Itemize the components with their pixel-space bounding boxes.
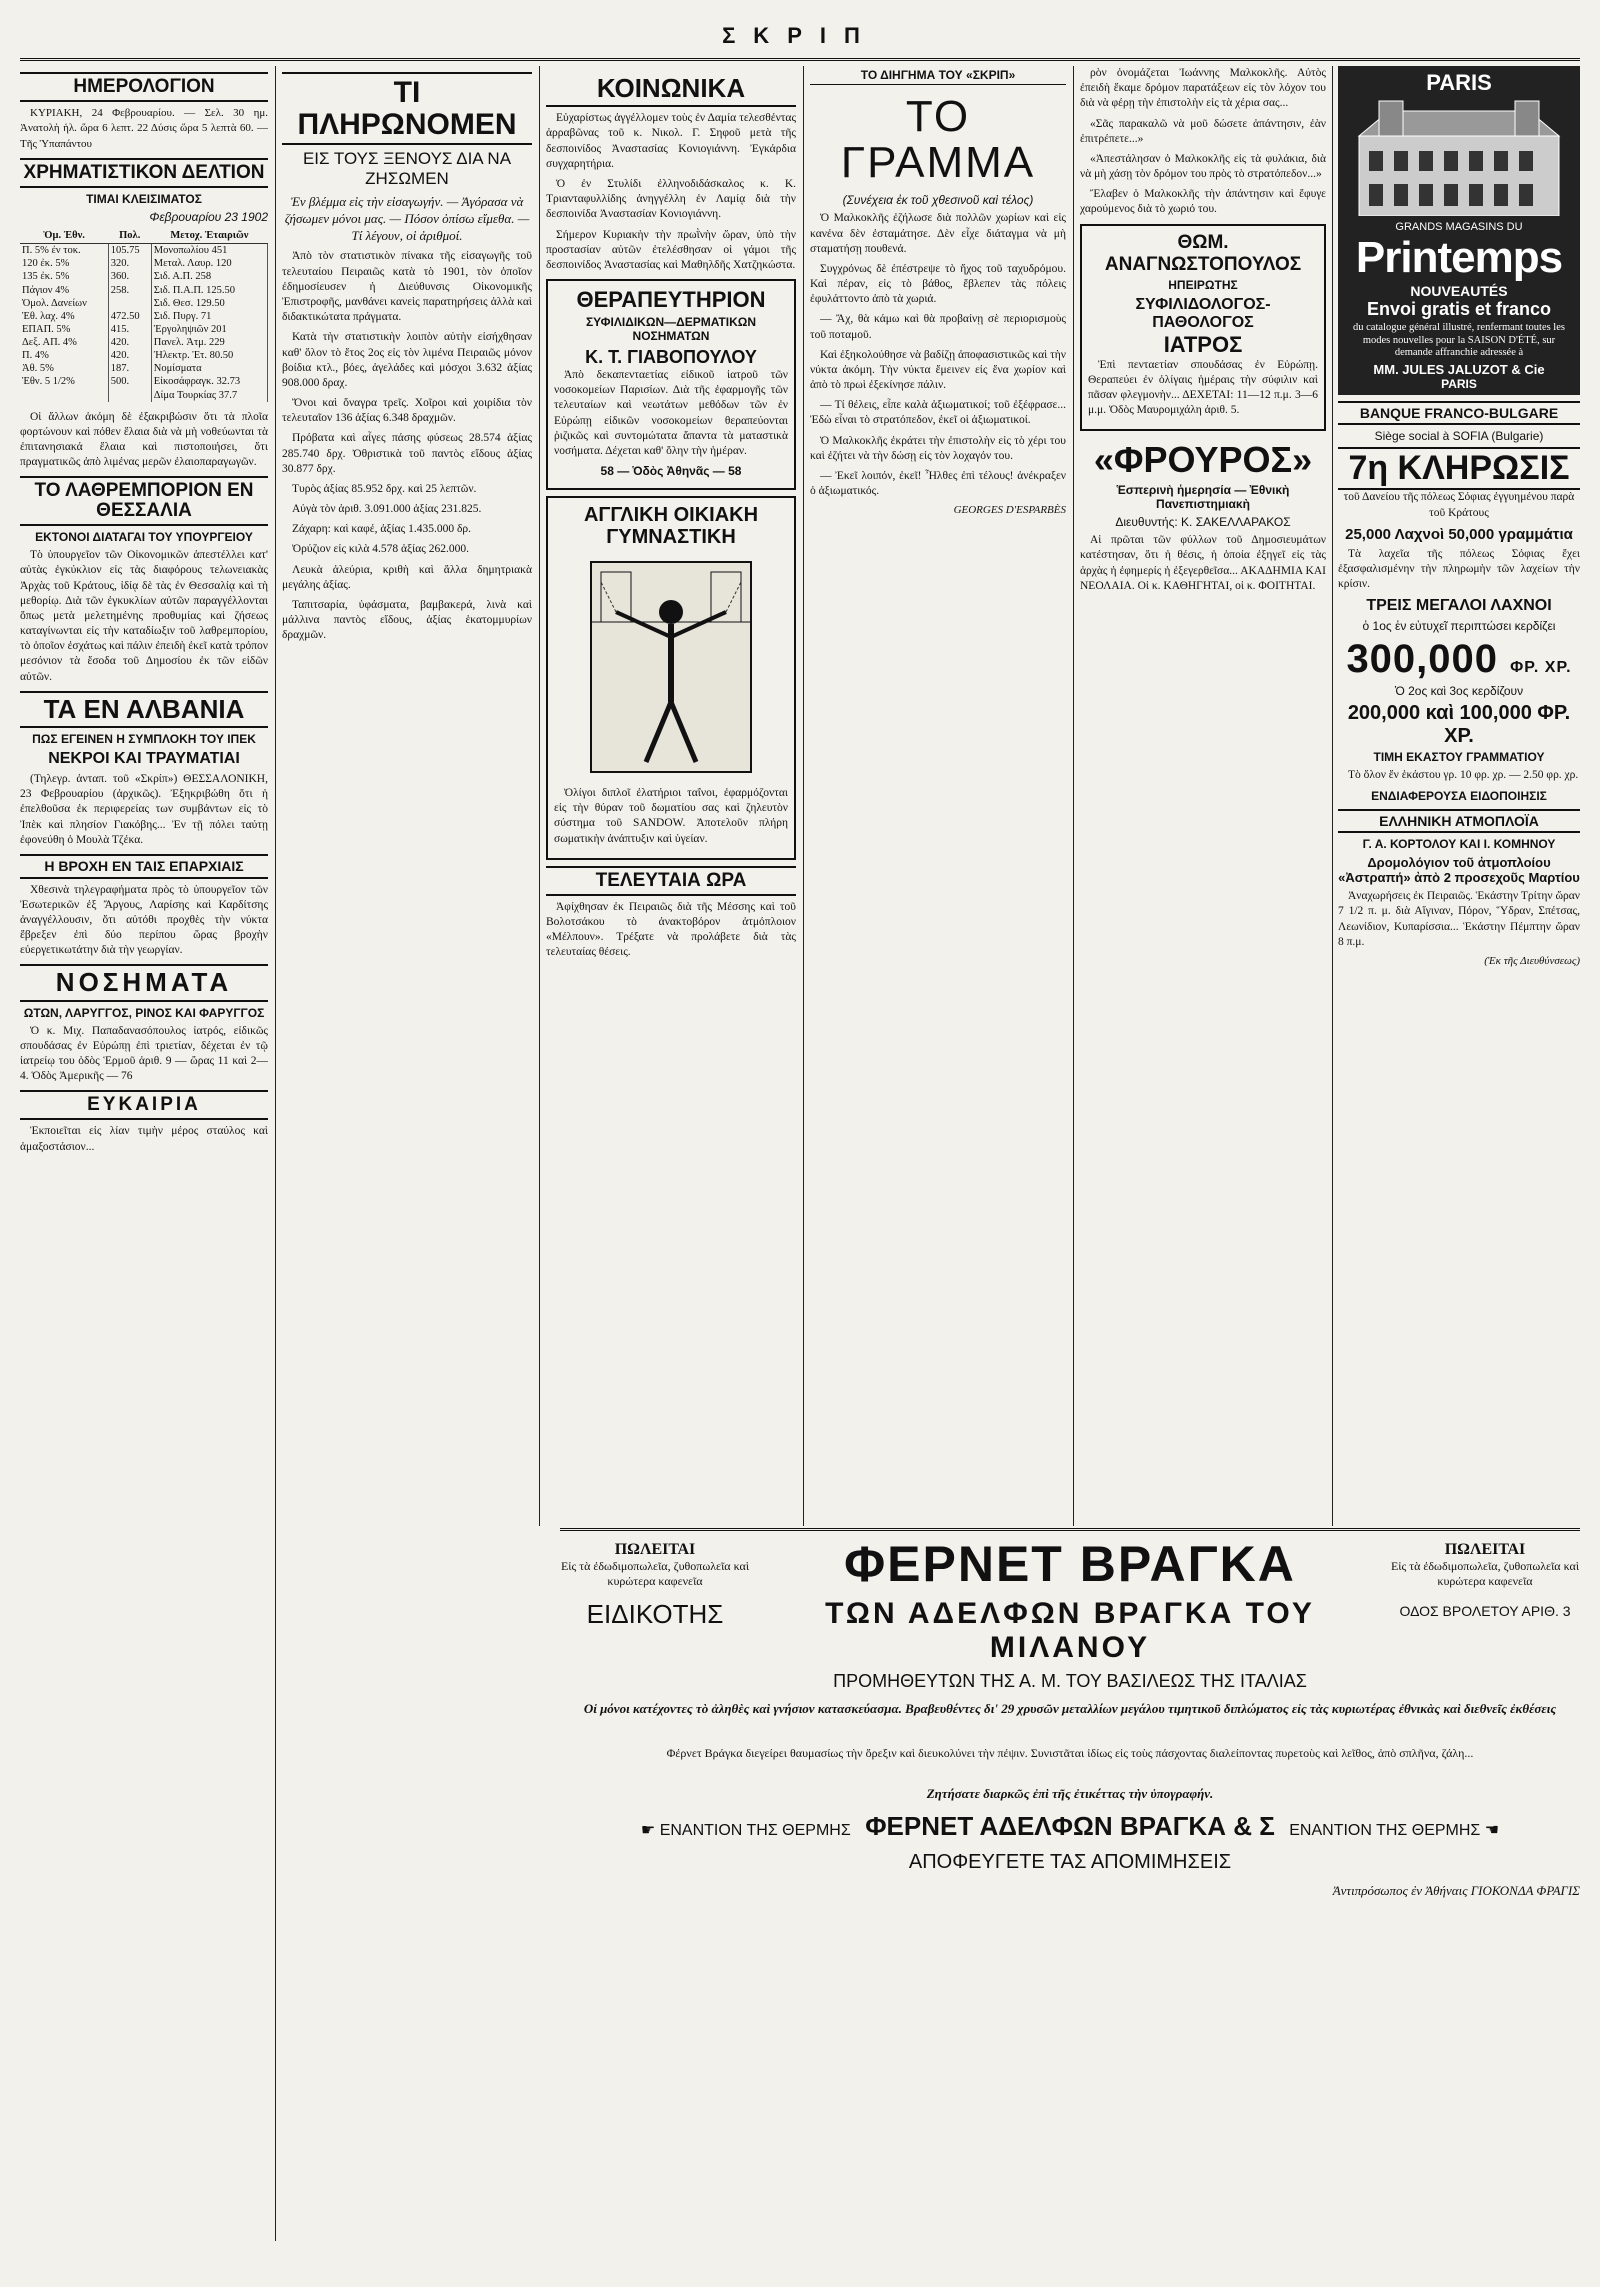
second-prize-amounts: 200,000 καὶ 100,000 ΦΡ. ΧΡ. bbox=[1347, 702, 1571, 748]
frouros-director: Διευθυντής: Κ. ΣΑΚΕΛΛΑΡΑΚΟΣ bbox=[1115, 515, 1291, 530]
printemps-offer: Envoi gratis et franco bbox=[1366, 299, 1552, 319]
rain-article: Χθεσινὰ τηλεγραφήματα πρὸς τὸ ὑπουργεῖον τῶν Ἐσωτερικῶν ἐξ Ἄργους, Λαρίσης καὶ Καρδίτσης ἀναγγέλλουσιν, ὅτι αὐτόθι προχθὲς τὴν νύκτα ἔβρεξεν ἐπὶ δύο περίπου ὥρας βροχὴν εὐεργετικωτάτην διὰ τὴν γεωργίαν. bbox=[20, 883, 268, 957]
bank-heading: BANQUE FRANCO-BULGARE bbox=[1338, 401, 1580, 426]
column-4 bbox=[810, 66, 1066, 1546]
rates-row bbox=[20, 349, 268, 362]
ad-center-panel bbox=[760, 1535, 1380, 1692]
shipping-text: Ἀναχωρήσεις ἐκ Πειραιῶς. Ἑκάστην Τρίτην ὥραν 7 1/2 π. μ. διὰ Αἴγιναν, Πόρον, Ὕδραν, Σπέτσας, Λεωνίδιον, Κυπαρίσσια... Ἑκάστην Πέμπτην ὥραν 8 π.μ. bbox=[1338, 890, 1580, 948]
rates-row bbox=[20, 310, 268, 323]
imports-lead: Ἐν βλέμμα εἰς τὴν εἰσαγωγήν. — Ἀγόρασα νὰ ζήσωμεν μόνοι μας. — Πόσον ὀπίσω εἴμεθα. — Τί λέγουν, οἱ ἀριθμοί. bbox=[284, 194, 530, 244]
story-author: GEORGES D'ESPARBÈS bbox=[953, 504, 1066, 517]
column-5 bbox=[1080, 66, 1326, 1546]
masthead bbox=[20, 18, 1580, 61]
rain-heading: Η ΒΡΟΧΗ ΕΝ ΤΑΙΣ ΕΠΑΡΧΙΑΙΣ bbox=[20, 854, 268, 879]
column-1 bbox=[20, 66, 268, 2241]
shipping-heading: ΕΛΛΗΝΙΚΗ ΑΤΜΟΠΛΟΪΑ bbox=[1338, 809, 1580, 834]
column-rule bbox=[275, 66, 276, 2241]
printemps-store-label: GRANDS MAGASINS DU bbox=[1395, 221, 1523, 233]
social-news bbox=[546, 111, 796, 273]
column-6 bbox=[1338, 66, 1580, 1546]
ad-main-subtitle: ΤΩΝ ΑΔΕΛΦΩΝ ΒΡΑΓΚΑ ΤΟΥ ΜΙΛΑΝΟΥ bbox=[825, 1597, 1315, 1664]
price-heading: ΤΙΜΗ ΕΚΑΣΤΟΥ ΓΡΑΜΜΑΤΙΟΥ bbox=[1373, 750, 1545, 765]
story-paragraph: «Ἀπεστάλησαν ὁ Μαλκοκλῆς εἰς τὰ φυλάκια, διὰ νὰ μὴ χάσῃ τὸν δρόμον του πρὸς τὸ στρατόπεδον...» bbox=[1080, 152, 1326, 181]
rates-cell: Σιδ. Π.Α.Π. 125.50 bbox=[151, 284, 267, 297]
rates-cell: 415. bbox=[108, 323, 151, 336]
column-rule bbox=[803, 66, 804, 1526]
ad-right-panel bbox=[1390, 1541, 1580, 1619]
contraband-heading: ΤΟ ΛΑΘΡΕΜΠΟΡΙΟΝ ΕΝ ΘΕΣΣΑΛΙΑ bbox=[20, 476, 268, 526]
imports-heading: ΤΙ ΠΛΗΡΩΝΟΜΕΝ bbox=[282, 72, 532, 145]
first-prize-amount bbox=[1338, 637, 1580, 682]
printemps-owner: MM. JULES JALUZOT & Cie bbox=[1373, 361, 1545, 377]
rates-row bbox=[20, 375, 268, 388]
diseases-ad: Ὁ κ. Μιχ. Παπαδανασόπουλος ἰατρός, εἰδικῶς σπουδάσας ἐν Εὐρώπῃ ἐπὶ τριετίαν, δέχεται ἐν τῷ ἰατρείῳ του ὁδὸς Ἑρμοῦ ἀριθ. 9 — ὥρας 11 καὶ 2—4. Ὁδὸς Ἀμερικῆς — 76 bbox=[20, 1024, 268, 1083]
rates-row bbox=[20, 270, 268, 283]
rates-cell: 187. bbox=[108, 362, 151, 375]
shipping-owner: Γ. Α. ΚΟΡΤΟΛΟΥ ΚΑΙ Ι. ΚΟΜΗΝΟΥ bbox=[1362, 837, 1556, 852]
calendar-text: ΚΥΡΙΑΚΗ, 24 Φεβρουαρίου. — Σελ. 30 ημ. Ἀνατολὴ ἡλ. ὥρα 6 λεπτ. 22 Δύσις ὥρα 5 λεπτὰ 60. — Τῆς Ὑπαπάντου bbox=[20, 106, 268, 150]
rates-cell: 105.75 bbox=[108, 244, 151, 258]
story-paragraph: «Σᾶς παρακαλῶ νὰ μοῦ δώσετε ἀπάντησιν, ἐὰν ἐπιτρέπετε...» bbox=[1080, 117, 1326, 145]
social-paragraph: Σήμερον Κυριακὴν τὴν πρωῒνὴν ὥραν, ὑπὸ τὴν προστασίαν αὐτῶν ἐτελέσθησαν οἱ γάμοι τῆς δεσποινίδος Ἀναστασίας καὶ Μαθηλδῆς Χατζηκώστα. bbox=[546, 228, 796, 271]
ad-agent-line: Ἀντιπρόσωπος ἐν Ἀθήναις ΓΙΟΚΟΝΔΑ ΦΡΑΓΙΣ bbox=[1332, 1883, 1580, 1898]
story-paragraph: — Ἐκεῖ λοιπόν, ἐκεῖ! Ἦλθες ἐπὶ τέλους! ἀνέκραξεν ὁ ἀξιωματικός. bbox=[810, 469, 1066, 498]
printemps-ad bbox=[1338, 66, 1580, 395]
article-paragraph: Τυρὸς ἀξίας 85.952 δρχ. καὶ 25 λεπτῶν. bbox=[292, 482, 477, 495]
opportunity-heading: ΕΥΚΑΙΡΙΑ bbox=[20, 1090, 268, 1120]
pointing-hand-left-icon: ☚ bbox=[1484, 1820, 1500, 1839]
rates-cell: 472.50 bbox=[108, 310, 151, 323]
rates-header: Ὁμ. Ἐθν. bbox=[20, 228, 108, 244]
ad-main-title: ΦΕΡΝΕΤ ΒΡΑΓΚΑ bbox=[844, 1536, 1296, 1592]
rates-row bbox=[20, 297, 268, 310]
price-text: Τὸ ὅλον ἕν ἑκάστου γρ. 10 φρ. χρ. — 2.50 φρ. χρ. bbox=[1348, 769, 1579, 782]
frouros-text: Αἱ πρῶται τῶν φύλλων τοῦ Δημοσιευμάτων κατέστησαν, ὅτι ἡ θέσις, ἡ ὁποία ἐξηγεῖ εἰς τὰς ἀρχὰς ἡ ἐφημερίς ἡ ἐξεγερθεῖσα... ΑΚΑΔΗΜΙΑ ΚΑΙ ΝΕΟΛΑΙΑ. Οἱ κ. ΚΑΘΗΓΗΤΑΙ, οἱ κ. ΦΟΙΤΗΤΑΙ. bbox=[1080, 534, 1326, 592]
ad-left-special: ΕΙΔΙΚΟΤΗΣ bbox=[586, 1599, 724, 1629]
ad-signature-instruction: Ζητήσατε διαρκῶς ἐπὶ τῆς ἐτικέττας τὴν ὑπογραφήν. bbox=[926, 1786, 1214, 1801]
gym-text: Ὀλίγοι διπλοῖ ἐλατήριοι ταΐνοι, ἐφαρμόζονται εἰς τὴν θύραν τοῦ δωματίου σας καὶ ζηλευτὸν σύστημα τοῦ SANDOW. Ἀποτελοῦν πλήρη σωματικὴν ἀνάπτυξιν καὶ ὑγείαν. bbox=[554, 787, 788, 845]
fernet-branca-ad bbox=[560, 1528, 1580, 2071]
social-heading: ΚΟΙΝΩΝΙΚΑ bbox=[546, 72, 796, 107]
newspaper-page bbox=[20, 18, 1580, 2248]
last-hour-heading: ΤΕΛΕΥΤΑΙΑ ΩΡΑ bbox=[546, 866, 796, 896]
ad-avoid-imitations: ΑΠΟΦΕΥΓΕΤΕ ΤΑΣ ΑΠΟΜΙΜΗΣΕΙΣ bbox=[908, 1851, 1232, 1873]
rates-cell: Μονοπωλίου 451 bbox=[151, 244, 267, 258]
second-prize-label: Ὁ 2ος καὶ 3ος κερδίζουν bbox=[1394, 684, 1524, 699]
rates-cell bbox=[20, 389, 108, 402]
rates-cell: 120 ἐκ. 5% bbox=[20, 257, 108, 270]
story-title: ΤΟ ΓΡΑΜΜΑ bbox=[840, 92, 1036, 188]
imports-article bbox=[282, 249, 532, 643]
diseases-heading: ΝΟΣΗΜΑΤΑ bbox=[20, 964, 268, 1001]
story-intro: (Συνέχεια ἐκ τοῦ χθεσινοῦ καὶ τέλος) bbox=[842, 193, 1034, 208]
frouros-title: «ΦΡΟΥΡΟΣ» bbox=[1093, 439, 1313, 481]
rates-cell: 360. bbox=[108, 270, 151, 283]
contraband-subheading: ΕΚΤΟΝΟΙ ΔΙΑΤΑΓΑΙ ΤΟΥ ΥΠΟΥΡΓΕΙΟΥ bbox=[35, 530, 253, 545]
ad-left-panel bbox=[560, 1541, 750, 1630]
social-paragraph: Ὁ ἐν Στυλίδι ἐλληνοδιδάσκαλος κ. Κ. Τριανταφυλλίδης ἀνηγγέλλη ἐν Λαμίᾳ διὰ τὴν δεσποινίδα Ἀναστασίαν Κονιογιάννη. bbox=[546, 177, 796, 221]
olive-oil-article: Οἱ ἄλλων ἀκόμη δὲ ἐξακριβώσιν ὅτι τὰ πλοῖα φορτώνουν καὶ πόθεν ἔλαια διὰ νὰ μὴ νοθεύωνται τὰ ἐπιτανησιακά ἔλαια καὶ πιστοποιήσει, ὅτι πραγματικῶς ἀπὸ λιμένας μερῶν ἐλαιοπαραγωγῶν. bbox=[20, 410, 268, 469]
diseases-subheading: ΩΤΩΝ, ΛΑΡΥΓΓΟΣ, ΡΙΝΟΣ ΚΑΙ ΦΑΡΥΓΓΟΣ bbox=[23, 1005, 265, 1020]
doctor-origin: ΗΠΕΙΡΩΤΗΣ bbox=[1168, 277, 1238, 292]
rates-cell: 420. bbox=[108, 349, 151, 362]
albania-heading: ΤΑ ΕΝ ΑΛΒΑΝΙΑ bbox=[20, 691, 268, 728]
clinic-heading: ΘΕΡΑΠΕΥΤΗΡΙΟΝ bbox=[576, 287, 766, 313]
story-continuation: ρὸν ὀνομάζεται Ἰωάννης Μαλκοκλῆς. Αὐτὸς ἐπειδὴ ἔκαμε δρόμον παρατάξεων εἰς τὸν λόχον του διὰ νὰ φέρῃ τὴν ἐπιστολὴν εἰς τὰ χέρια σας... bbox=[1080, 67, 1326, 110]
department-store-building-icon bbox=[1349, 96, 1569, 216]
doctor-specialty: ΣΥΦΙΛΙΔΟΛΟΓΟΣ-ΠΑΘΟΛΟΓΟΣ bbox=[1135, 295, 1271, 331]
imports-subheading: ΕΙΣ ΤΟΥΣ ΞΕΝΟΥΣ ΔΙΑ ΝΑ ΖΗΣΩΜΕΝ bbox=[302, 149, 512, 188]
masthead-title: ΣΚΡΙΠ bbox=[722, 23, 878, 48]
albania-article: (Τηλεγρ. ἀνταπ. τοῦ «Σκρίπ») ΘΕΣΣΑΛΟΝΙΚΗ, 23 Φεβρουαρίου (ἀρχικῶς). Ἐξηκριβώθη ὅτι ἡ ἐπελθοῦσα ἐκ περιφερείας των συμβάντων εἰς τὸ Ἰπὲκ καὶ πλησίον Γιακόβης... Ἐν τῇ πόλει ταύτῃ ἐφονεύθη ὁ Μουλὰ Τζέκα. bbox=[20, 773, 268, 846]
ad-left-title: ΠΩΛΕΙΤΑΙ bbox=[614, 1541, 696, 1558]
rates-cell: Ἐθν. 5 1/2% bbox=[20, 375, 108, 388]
article-paragraph: Ὄνοι καὶ ὄναγρα τρεῖς. Χοῖροι καὶ χοιρίδια τὸν τελευταῖον 136 ἀξίας 6.348 δραχμῶν. bbox=[282, 397, 532, 425]
printemps-city: PARIS bbox=[1426, 70, 1492, 95]
rates-cell: Εἰκοσάφραγκ. 32.73 bbox=[151, 375, 267, 388]
article-paragraph: Πρόβατα καὶ αἶγες πάσης φύσεως 28.574 ἀξίας 285.740 δρχ. Ὀθριστικὰ τοῦ παντὸς εἴδους ἀξίας 30.877 δρχ. bbox=[282, 432, 532, 475]
story-paragraph: Ὁ Μαλκοκλῆς ἐκράτει τὴν ἐπιστολὴν εἰς τὸ χέρι του καὶ ἐζήτει νὰ τὴν δώσῃ εἰς τὸν λοχαγόν του. bbox=[810, 434, 1066, 462]
rates-cell: Πάγιον 4% bbox=[20, 284, 108, 297]
article-paragraph: Κατὰ τὴν στατιστικὴν λοιπὸν αὐτὴν εἰσήχθησαν καθ' ὅλον τὸ ἔτος 2ος εἰς τὸν λιμένα Πειραιῶς μόνον βοίδια κτλ., βόες, ἀγελάδες καὶ μόσχοι 3.632 ἀξίας 908.000 δραχ. bbox=[282, 331, 532, 389]
story-paragraph: — Ἄχ, θὰ κάμω καὶ θὰ προβαίνῃ σὲ περιορισμοὺς τοῦ ποταμοῦ. bbox=[810, 313, 1066, 341]
ad-opposite-left: ΕΝΑΝΤΙΟΝ ΤΗΣ ΘΕΡΜΗΣ bbox=[659, 1822, 851, 1839]
column-rule bbox=[539, 66, 540, 1526]
story-paragraph: Καὶ ἐξηκολούθησε νὰ βαδίζῃ ἀποφασιστικῶς καὶ τὴν νύκτα ἀκόμη. Τὴν νύκτα ἔμεινεν εἰς ἕνα χωρίον καὶ ἀπὸ τὸ πρωὶ ἐξεκίνησε πάλιν. bbox=[810, 348, 1066, 392]
printemps-owner-city: PARIS bbox=[1441, 376, 1477, 391]
doctor-name: ΘΩΜ. ΑΝΑΓΝΩΣΤΟΠΟΥΛΟΣ bbox=[1104, 231, 1302, 275]
column-2 bbox=[282, 66, 532, 1546]
ad-opposite-right: ΕΝΑΝΤΙΟΝ ΤΗΣ ΘΕΡΜΗΣ bbox=[1289, 1822, 1481, 1839]
rates-cell: Δίμα Τουρκίας 37.7 bbox=[151, 389, 267, 402]
rates-header: Μετοχ. Ἑταιριῶν bbox=[151, 228, 267, 244]
rates-row bbox=[20, 257, 268, 270]
ad-right-address: ΟΔΟΣ ΒΡΟΛΕΤΟΥ ΑΡΙΘ. 3 bbox=[1399, 1603, 1571, 1619]
rates-cell: Ὁμολ. Δανείων bbox=[20, 297, 108, 310]
printemps-brand: Printemps bbox=[1355, 233, 1563, 282]
gym-illustration-icon bbox=[571, 552, 771, 782]
ad-supplier: ΠΡΟΜΗΘΕΥΤΩΝ ΤΗΣ Α. Μ. ΤΟΥ ΒΑΣΙΛΕΩΣ ΤΗΣ ΙΤΑΛΙΑΣ bbox=[833, 1671, 1307, 1691]
pointing-hand-right-icon: ☛ bbox=[640, 1820, 656, 1839]
lottery-note: Τὰ λαχεῖα τῆς πόλεως Σόφιας ἔχει ἐξασφαλισμένην τὴν πληρωμὴν τῶν λαχείων τὴν κρίσιν. bbox=[1338, 547, 1580, 591]
column-rule bbox=[1073, 66, 1074, 1526]
first-prize-unit: ΦΡ. ΧΡ. bbox=[1510, 659, 1572, 677]
article-paragraph: Λευκὰ ἀλεύρια, κριθὴ καὶ ἄλλα δημητριακὰ μεγάλης ἀξίας. bbox=[282, 563, 532, 591]
doctor-title: ΙΑΤΡΟΣ bbox=[1163, 331, 1243, 357]
albania-subheading: ΠΩΣ ΕΓΕΙΝΕΝ Η ΣΥΜΠΛΟΚΗ ΤΟΥ ΙΠΕΚ bbox=[32, 732, 256, 747]
doctor-text: Ἐπὶ πενταετίαν σπουδάσας ἐν Εὐρώπῃ. Θεραπεύει ἐν ὀλίγαις ἡμέραις τὴν σύφιλιν καὶ πᾶσαν φλεγμονὴν... ΔΕΧΕΤΑΙ: 11—12 π.μ. 3—6 μ.μ. Ὁδὸς Μαυρομιχάλη ἀριθ. 5. bbox=[1088, 358, 1318, 417]
gym-ad bbox=[546, 496, 796, 860]
rates-cell: Δεξ. ΑΠ. 4% bbox=[20, 336, 108, 349]
bank-subheading: Siège social à SOFIA (Bulgarie) bbox=[1374, 429, 1544, 444]
rates-cell: Ἠλεκτρ. Ἑτ. 80.50 bbox=[151, 349, 267, 362]
contraband-article: Τὸ ὑπουργεῖον τῶν Οἰκονομικῶν ἀπεστέλλει κατ' αὐτὰς ἐγκύκλιον εἰς τὰς διαφόρους τελωνειακὰς Ἀρχὰς τοῦ Κράτους, ἰδίᾳ δὲ τὰς ἐν Θεσσαλίᾳ καὶ τὴ μεθορίῳ. Διὰ τῶν ἐγκυκλίων αὐτῶν παραγγέλλονται ὅπως μετὰ μελετημένης προθυμίας καὶ ζήσεως καταγίνωνται εἰς τὴν καταδίωξιν τοῦ λαθρεμπορίου, τὸ ὁποῖον ἐσχάτως καὶ πάλιν ἐπειδὴ ἐκεῖ κατὰ τρόπον μεσόνιον τὰ ἔσοδα τοῦ Δημοσίου ἐκ τῶν εἰδῶν αὐτῶν. bbox=[20, 549, 268, 683]
albania-subheading-2: ΝΕΚΡΟΙ ΚΑΙ ΤΡΑΥΜΑΤΙΑΙ bbox=[48, 750, 240, 768]
article-paragraph: Ἀπὸ τὸν στατιστικὸν πίνακα τῆς εἰσαγωγῆς τοῦ τελευταίου Πειραιῶς κατὰ τὸ 1901, τὸν ὁποῖον ἐδημοσίευσεν ἡ Διεύθυνσις Οἰκονομικῆς Ἐπιστροφῆς, μανθάνει κανεὶς παρατηρήσεις ἀλλὰ καὶ διδακτικώτατα πράγματα. bbox=[282, 250, 532, 324]
frouros-subtitle: Ἑσπερινὴ ἡμερησία — Ἐθνικὴ Πανεπιστημιακὴ bbox=[1116, 483, 1290, 512]
rates-cell: Π. 5% ἐν τοκ. bbox=[20, 244, 108, 258]
printemps-text: du catalogue général illustré, renfermant toutes les modes nouvelles pour la SAISON D'ÉTÉ, sur demande affranchie adressée à bbox=[1353, 322, 1565, 359]
story-paragraph: Συγχρόνως δὲ ἐπέστρεψε τὸ ἤχος τοῦ ταχυδρόμου. Καὶ πέραν, εἰς τὸ βάθος, ἔβλεπεν τὰς πόλεις ἐφυλάττοντο ἀπὸ τὰ χωριά. bbox=[810, 262, 1066, 306]
market-subtitle: ΤΙΜΑΙ ΚΛΕΙΣΙΜΑΤΟΣ bbox=[86, 192, 202, 207]
rates-row bbox=[20, 336, 268, 349]
rates-cell: 320. bbox=[108, 257, 151, 270]
article-paragraph: Ζάχαρη: καὶ καφέ, ἀξίας 1.435.000 δρ. bbox=[292, 523, 471, 536]
printemps-novelties: NOUVEAUTÉS bbox=[1410, 283, 1508, 299]
rates-cell: Σιδ. Πυργ. 71 bbox=[151, 310, 267, 323]
story-paragraph: — Τί θέλεις, εἶπε καλὰ ἀξιωματικοί; τοῦ ἐξέφρασε... Ἐδὼ εἶναι τὸ στρατόπεδον, ἐκεῖ οἱ ἀξιωματικοί. bbox=[810, 399, 1066, 427]
ad-medals-text: Οἱ μόνοι κατέχοντες τὸ ἀληθὲς καὶ γνήσιον κατασκεύασμα. Βραβευθέντες δι' 29 χρυσῶν μεταλλίων μεγάλου τιμητικοῦ διπλώματος εἰς τὰς κυριωτέρας ἐθνικὰς καὶ διεθνεῖς ἐκθέσεις bbox=[583, 1701, 1557, 1716]
column-rule bbox=[1332, 66, 1333, 1526]
rates-cell: 258. bbox=[108, 284, 151, 297]
rates-row bbox=[20, 323, 268, 336]
rates-cell: Π. 4% bbox=[20, 349, 108, 362]
article-paragraph: Ταπιτσαρία, ὑφάσματα, βαμβακερά, λινὰ καὶ μάλλινα παντὸς εἴδους, ἀξίας ἑκατομμυρίων δραχμῶν. bbox=[282, 598, 532, 642]
article-paragraph: Ὀρύζιον εἰς κιλὰ 4.578 ἀξίας 262.000. bbox=[292, 543, 469, 556]
rates-row bbox=[20, 389, 268, 402]
rates-cell: Σιδ. Α.Π. 258 bbox=[151, 270, 267, 283]
rates-cell: ΕΠΑΠ. 5% bbox=[20, 323, 108, 336]
story-paragraph: Ἔλαβεν ὁ Μαλκοκλῆς τὴν ἀπάντησιν καὶ ἔφυγε χαρούμενος διὰ τὸ χωριό του. bbox=[1080, 188, 1326, 216]
rates-cell: Σιδ. Θεσ. 129.50 bbox=[151, 297, 267, 310]
rates-header: Πολ. bbox=[108, 228, 151, 244]
social-paragraph: Εὐχαρίστως ἀγγέλλομεν τοὺς ἐν Δαμία τελεσθέντας ἀρραβῶνας τοῦ κ. Νικολ. Γ. Σηφοῦ μετὰ τῆς δεσποινίδος Ἀναστασίας Κονιογιάννη. Ἐγκάρδια συγχαρητήρια. bbox=[546, 112, 796, 170]
story-text bbox=[810, 211, 1066, 499]
rates-row bbox=[20, 244, 268, 258]
clinic-doctor-name: Κ. Τ. ΓΙΑΒΟΠΟΥΛΟΥ bbox=[585, 347, 757, 368]
clinic-text: Ἀπὸ δεκαπενταετίας εἰδικοῦ ἰατροῦ τῶν νοσοκομείων Παρισίων. Διὰ τῆς ἐφαρμογῆς τῶν τελευταίων καὶ νεωτάτων μεθόδων τῶν ἐν Εὐρώπῃ εἰδικῶν νοσοκομείων θεραπεύονται ῥιζικῶς καὶ συντομώτατα ἅπαντα τὰ ματαστικὰ νοσήματα. Δέχεται καθ' ὅλην τὴν ἡμέραν. bbox=[554, 369, 788, 457]
rates-cell: 420. bbox=[108, 336, 151, 349]
rates-cell: 135 ἐκ. 5% bbox=[20, 270, 108, 283]
rates-cell bbox=[108, 389, 151, 402]
clinic-address: 58 — Ὁδὸς Ἀθηνᾶς — 58 bbox=[600, 464, 742, 479]
last-hour-text: Ἀφίχθησαν ἐκ Πειραιῶς διὰ τῆς Μέσσης καὶ τοῦ Βολοτσάκου τὸ ἀνακτοβόρον ἀτμόπλοιον «Μέλπουν». Τρέξατε νὰ προλάβετε διὰ τὰς τελευταίας θέσεις. bbox=[546, 900, 796, 959]
lottery-text: τοῦ Δανείου τῆς πόλεως Σόφιας ἐγγυημένου παρὰ τοῦ Κράτους bbox=[1343, 491, 1575, 519]
rates-table bbox=[20, 228, 268, 402]
story-continuation-text bbox=[1080, 117, 1326, 218]
lottery-heading: 7η ΚΛΗΡΩΣΙΣ bbox=[1338, 447, 1580, 490]
ad-right-title: ΠΩΛΕΙΤΑΙ bbox=[1444, 1541, 1526, 1558]
rates-cell: 500. bbox=[108, 375, 151, 388]
rates-cell: Ἐργοληψιῶν 201 bbox=[151, 323, 267, 336]
column-3 bbox=[546, 66, 796, 1546]
big-draws-subheading: ὁ 1ος ἐν εὐτυχεῖ περιπτώσει κερδίζει bbox=[1362, 619, 1556, 634]
rates-row bbox=[20, 284, 268, 297]
ad-right-text: Εἰς τὰ ἐδωδιμοπωλεῖα, ζυθοπωλεῖα καὶ κυρώτερα καφενεῖα bbox=[1390, 1559, 1580, 1588]
shipping-ship: Δρομολόγιον τοῦ ἀτμοπλοίου «Ἀστραπή» ἀπὸ 2 προσεχοῦς Μαρτίου bbox=[1338, 855, 1580, 886]
ad-left-text: Εἰς τὰ ἐδωδιμοπωλεῖα, ζυθοπωλεῖα καὶ κυρώτερα καφενεῖα bbox=[560, 1559, 750, 1588]
lottery-prizes: 25,000 Λαχνοὶ 50,000 γραμμάτια bbox=[1345, 525, 1573, 543]
rates-cell: Νομίσματα bbox=[151, 362, 267, 375]
market-date: Φεβρουαρίου 23 1902 bbox=[149, 210, 268, 225]
market-heading: ΧΡΗΜΑΤΙΣΤΙΚΟΝ ΔΕΛΤΙΟΝ bbox=[20, 158, 268, 188]
shipping-agent: (Ἐκ τῆς Διευθύνσεως) bbox=[1484, 954, 1580, 967]
rates-cell: Ἐθ. λαχ. 4% bbox=[20, 310, 108, 323]
gym-heading: ΑΓΓΛΙΚΗ ΟΙΚΙΑΚΗ ΓΥΜΝΑΣΤΙΚΗ bbox=[583, 504, 759, 549]
rates-cell bbox=[108, 297, 151, 310]
rates-cell: Ἀθ. 5% bbox=[20, 362, 108, 375]
rates-cell: Μεταλ. Λαυρ. 120 bbox=[151, 257, 267, 270]
story-label: ΤΟ ΔΙΗΓΗΜΑ ΤΟΥ «ΣΚΡΙΠ» bbox=[810, 68, 1066, 85]
rates-row bbox=[20, 362, 268, 375]
calendar-heading: ΗΜΕΡΟΛΟΓΙΟΝ bbox=[20, 72, 268, 102]
ad-signature-row bbox=[560, 1811, 1580, 1842]
big-draws-heading: ΤΡΕΙΣ ΜΕΓΑΛΟΙ ΛΑΧΝΟΙ bbox=[1366, 597, 1552, 615]
article-paragraph: Αὐγὰ τὸν ἀριθ. 3.091.000 ἀξίας 231.825. bbox=[292, 503, 482, 516]
ad-usage-text: Φέρνετ Βράγκα διεγείρει θαυμασίως τὴν ὄρεξιν καὶ διευκολύνει τὴν πέψιν. Συνιστᾶται ἰδίως εἰς τοὺς πάσχοντας διαλείποντας πυρετοὺς καὶ λεῖθος, ἀπὸ σπλῆνα, ζάλη... bbox=[666, 1746, 1474, 1760]
story-paragraph: Ὁ Μαλκοκλῆς ἐζήλωσε διὰ πολλῶν χωρίων καὶ εἰς κανένα δὲν ἐσταμάτησε. Δὲν εἶχε διάταγμα νὰ μὴ σταματήσῃ πουθενά. bbox=[810, 212, 1066, 255]
ad-signature-brand: ΦΕΡΝΕΤ ΑΔΕΛΦΩΝ ΒΡΑΓΚΑ & Σ bbox=[865, 1811, 1275, 1841]
bonds-heading: ΕΝΔΙΑΦΕΡΟΥΣΑ ΕΙΔΟΠΟΙΗΣΙΣ bbox=[1371, 788, 1547, 803]
doctor-ad bbox=[1080, 224, 1326, 432]
rates-cell: Πανελ. Ἀτμ. 229 bbox=[151, 336, 267, 349]
first-prize-value: 300,000 bbox=[1346, 637, 1499, 682]
opportunity-ad: Ἐκποιεῖται εἰς λίαν τιμὴν μέρος σταύλος καὶ ἀμαξοστάσιον... bbox=[20, 1125, 268, 1153]
clinic-subheading: ΣΥΦΙΛΙΔΙΚΩΝ—ΔΕΡΜΑΤΙΚΩΝ ΝΟΣΗΜΑΤΩΝ bbox=[585, 315, 757, 344]
clinic-ad bbox=[546, 279, 796, 490]
